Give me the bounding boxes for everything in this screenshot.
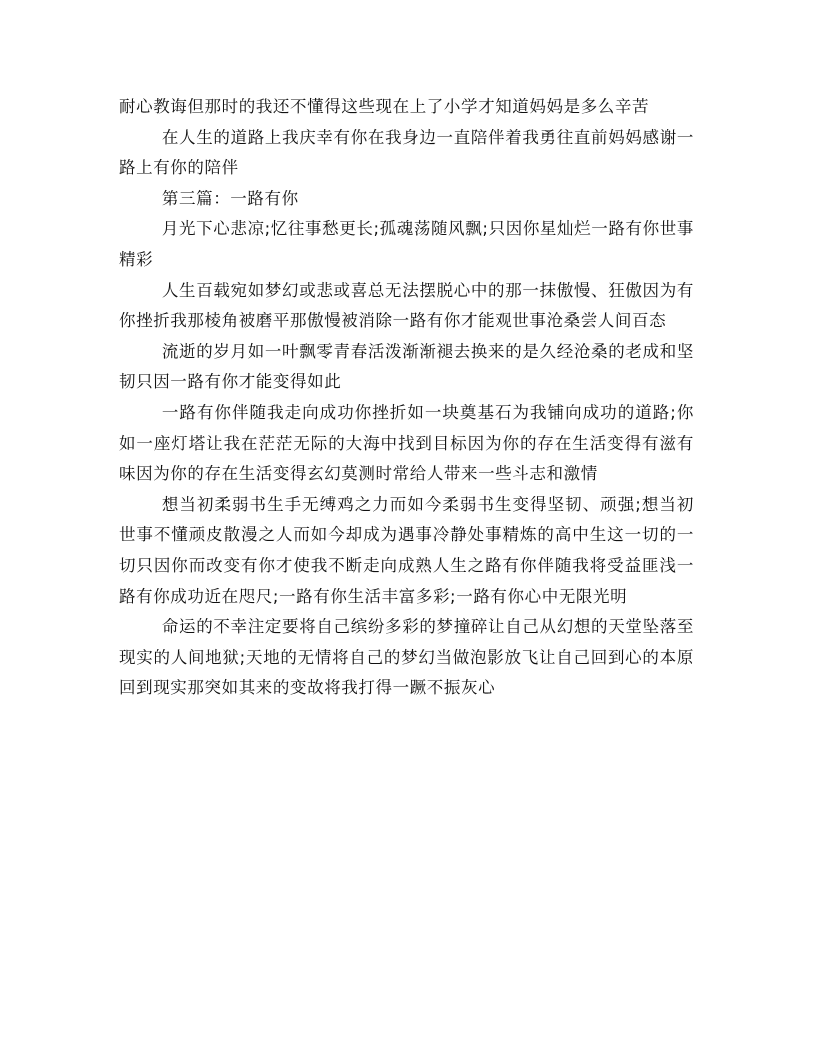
paragraph-1: 耐心教诲但那时的我还不懂得这些现在上了小学才知道妈妈是多么辛苦 bbox=[119, 97, 650, 116]
paragraph-5: 流逝的岁月如一叶飘零青春活泼渐渐褪去换来的是久经沧桑的老成和坚韧只因一路有你才能变得如此 bbox=[119, 341, 694, 392]
paragraph-6: 一路有你伴随我走向成功你挫折如一块奠基石为我铺向成功的道路;你如一座灯塔让我在茫茫无际的大海中找到目标因为你的存在生活变得有滋有味因为你的存在生活变得玄幻莫测时常给人带来一些斗志和激情 bbox=[119, 402, 694, 484]
paragraph-2: 在人生的道路上我庆幸有你在我身边一直陪伴着我勇往直前妈妈感谢一路上有你的陪伴 bbox=[119, 127, 694, 178]
section-heading: 第三篇：一路有你 bbox=[161, 188, 299, 208]
document-body bbox=[119, 92, 694, 704]
paragraph-3: 月光下心悲凉;忆往事愁更长;孤魂荡随风飘;只因你星灿烂一路有你世事精彩 bbox=[119, 219, 694, 269]
paragraph-7: 想当初柔弱书生手无缚鸡之力而如今柔弱书生变得坚韧、顽强;想当初世事不懂顽皮散漫之人而如今却成为遇事冷静处事精炼的高中生这一切的一切只因你而改变有你才使我不断走向成熟人生之路有你伴随我将受益匪浅一路有你成功近在咫尺;一路有你生活丰富多彩;一路有你心中无限光明 bbox=[119, 494, 694, 606]
paragraph-8: 命运的不幸注定要将自己缤纷多彩的梦撞碎让自己从幻想的天堂坠落至现实的人间地狱;天地的无情将自己的梦幻当做泡影放飞让自己回到心的本原回到现实那突如其来的变故将我打得一蹶不振灰心 bbox=[119, 617, 694, 698]
paragraph-4: 人生百载宛如梦幻或悲或喜总无法摆脱心中的那一抹傲慢、狂傲因为有你挫折我那棱角被磨平那傲慢被消除一路有你才能观世事沧桑尝人间百态 bbox=[119, 280, 694, 331]
